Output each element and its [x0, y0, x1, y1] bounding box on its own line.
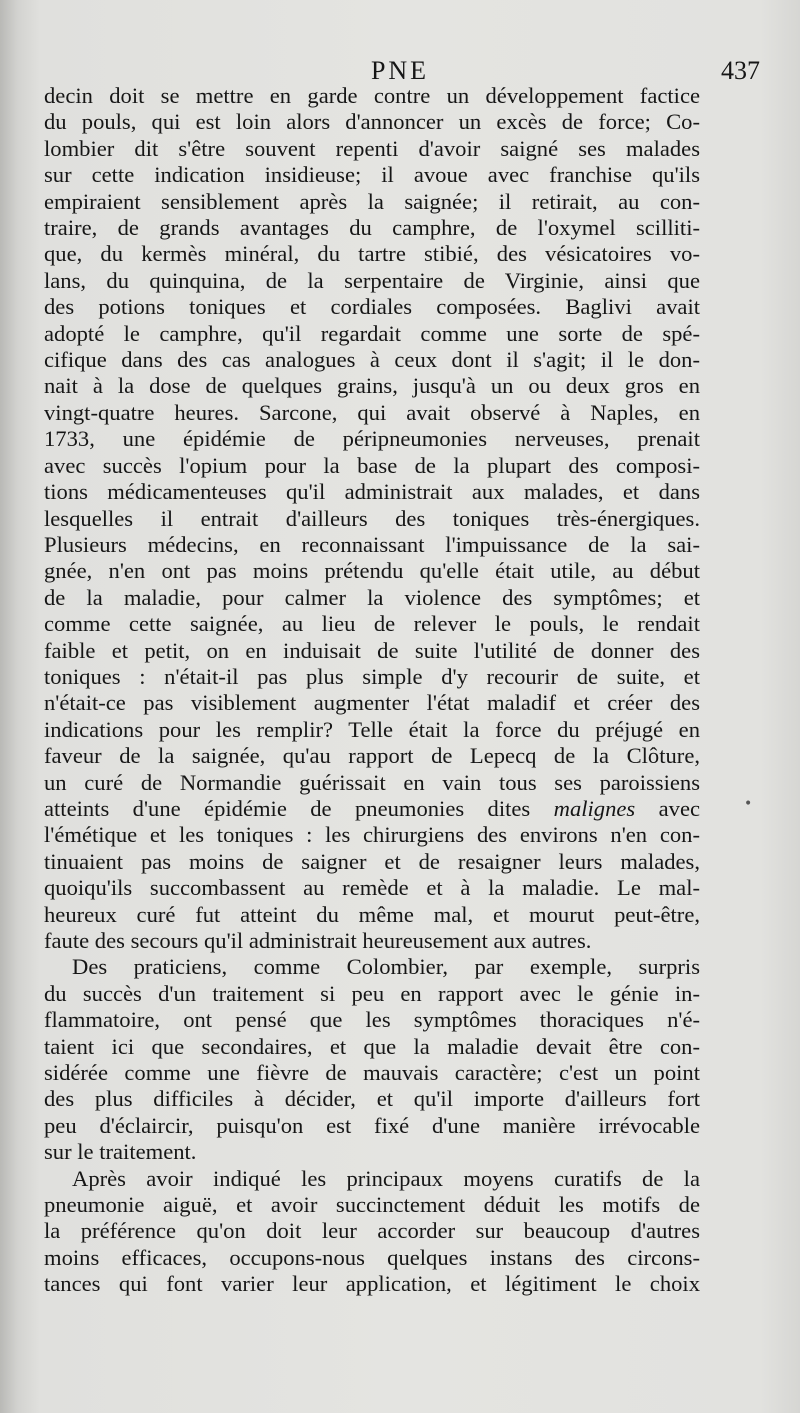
paragraph — [44, 954, 700, 1165]
text-line: pneumonie aiguë, et avoir succinctement déduit les motifs de — [44, 1192, 700, 1218]
text-line: faute des secours qu'il administrait heureusement aux autres. — [44, 928, 592, 953]
text-line: traire, de grands avantages du camphre, de l'oxymel scilliti- — [44, 215, 700, 241]
text-line: comme cette saignée, au lieu de relever le pouls, le rendait — [44, 611, 700, 637]
text-line: heureux curé fut atteint du même mal, et mourut peut-être, — [44, 901, 700, 927]
running-head: PNE — [370, 56, 430, 85]
text-line: vingt-quatre heures. Sarcone, qui avait observé à Naples, en — [44, 399, 700, 425]
text-line: du succès d'un traitement si peu en rapport avec le génie in- — [44, 980, 700, 1006]
text-line: des potions toniques et cordiales composées. Baglivi avait — [44, 294, 700, 320]
text-line: l'émétique et les toniques : les chirurgiens des environs n'en con- — [44, 822, 700, 848]
text-line: faible et petit, on en induisait de suite l'utilité de donner des — [44, 637, 700, 663]
text-line: faveur de la saignée, qu'au rapport de Lepecq de la Clôture, — [44, 743, 700, 769]
paragraph — [44, 1166, 700, 1298]
text-line: sur le traitement. — [44, 1139, 197, 1165]
text-line: Plusieurs médecins, en reconnaissant l'impuissance de la sai- — [44, 531, 700, 557]
text-line: des plus difficiles à décider, et qu'il importe d'ailleurs fort — [44, 1086, 700, 1112]
text-line: Des praticiens, comme Colombier, par exemple, surpris — [72, 954, 700, 980]
text-line: de la maladie, pour calmer la violence des symptômes; et — [44, 584, 700, 610]
text-line: adopté le camphre, qu'il regardait comme une sorte de spé- — [44, 320, 700, 346]
text-line: peu d'éclaircir, puisqu'on est fixé d'une manière irrévocable — [44, 1112, 700, 1138]
text-line: tions médicamenteuses qu'il administrait aux malades, et dans — [44, 479, 700, 505]
text-line: indications pour les remplir? Telle était la force du préjugé en — [44, 716, 700, 742]
text-line: cifique dans des cas analogues à ceux dont il s'agit; il le don- — [44, 347, 700, 373]
text-line: du pouls, qui est loin alors d'annoncer un excès de force; Co- — [44, 109, 700, 135]
text-line: nait à la dose de quelques grains, jusqu'à un ou deux gros en — [44, 373, 700, 399]
text-line: tinuaient pas moins de saigner et de resaigner leurs malades, — [44, 848, 700, 874]
paragraph — [44, 83, 700, 954]
body-text — [44, 83, 700, 1298]
margin-mark: • — [744, 796, 753, 812]
text-line: que, du kermès minéral, du tartre stibié, des vésicatoires vo- — [44, 241, 700, 267]
text-line: decin doit se mettre en garde contre un développement factice — [44, 83, 700, 108]
text-line: un curé de Normandie guérissait en vain tous ses paroissiens — [44, 769, 700, 795]
text-line: Après avoir indiqué les principaux moyens curatifs de la — [72, 1165, 700, 1191]
text-line: toniques : n'était-il pas plus simple d'y recourir de suite, et — [44, 663, 700, 689]
text-line: 1733, une épidémie de péripneumonies nerveuses, prenait — [44, 426, 700, 452]
text-line: avec succès l'opium pour la base de la plupart des composi- — [44, 452, 700, 478]
text-line: la préférence qu'on doit leur accorder sur beaucoup d'autres — [44, 1218, 700, 1244]
text-line: lombier dit s'être souvent repenti d'avoir saigné ses malades — [44, 135, 700, 161]
text-line: n'était-ce pas visiblement augmenter l'état maladif et créer des — [44, 690, 700, 716]
text-line: empiraient sensiblement après la saignée; il retirait, au con- — [44, 188, 700, 214]
text-line: lans, du quinquina, de la serpentaire de Virginie, ainsi que — [44, 267, 700, 293]
text-line: lesquelles il entrait d'ailleurs des toniques très-énergiques. — [44, 505, 700, 531]
text-line: gnée, n'en ont pas moins prétendu qu'elle était utile, au début — [44, 558, 700, 584]
text-line: moins efficaces, occupons-nous quelques instans des circons- — [44, 1244, 700, 1270]
page-number: 437 — [721, 56, 760, 85]
text-line: taient ici que secondaires, et que la maladie devait être con- — [44, 1033, 700, 1059]
text-line: sidérée comme une fièvre de mauvais caractère; c'est un point — [44, 1060, 700, 1086]
text-line: quoiqu'ils succombassent au remède et à la maladie. Le mal- — [44, 875, 700, 901]
text-line: atteints d'une épidémie de pneumonies dites malignes avec — [44, 795, 700, 821]
text-line: tances qui font varier leur application, et légitiment le choix — [44, 1271, 700, 1297]
text-line: flammatoire, ont pensé que les symptômes thoraciques n'é- — [44, 1007, 700, 1033]
text-line: sur cette indication insidieuse; il avoue avec franchise qu'ils — [44, 162, 700, 188]
